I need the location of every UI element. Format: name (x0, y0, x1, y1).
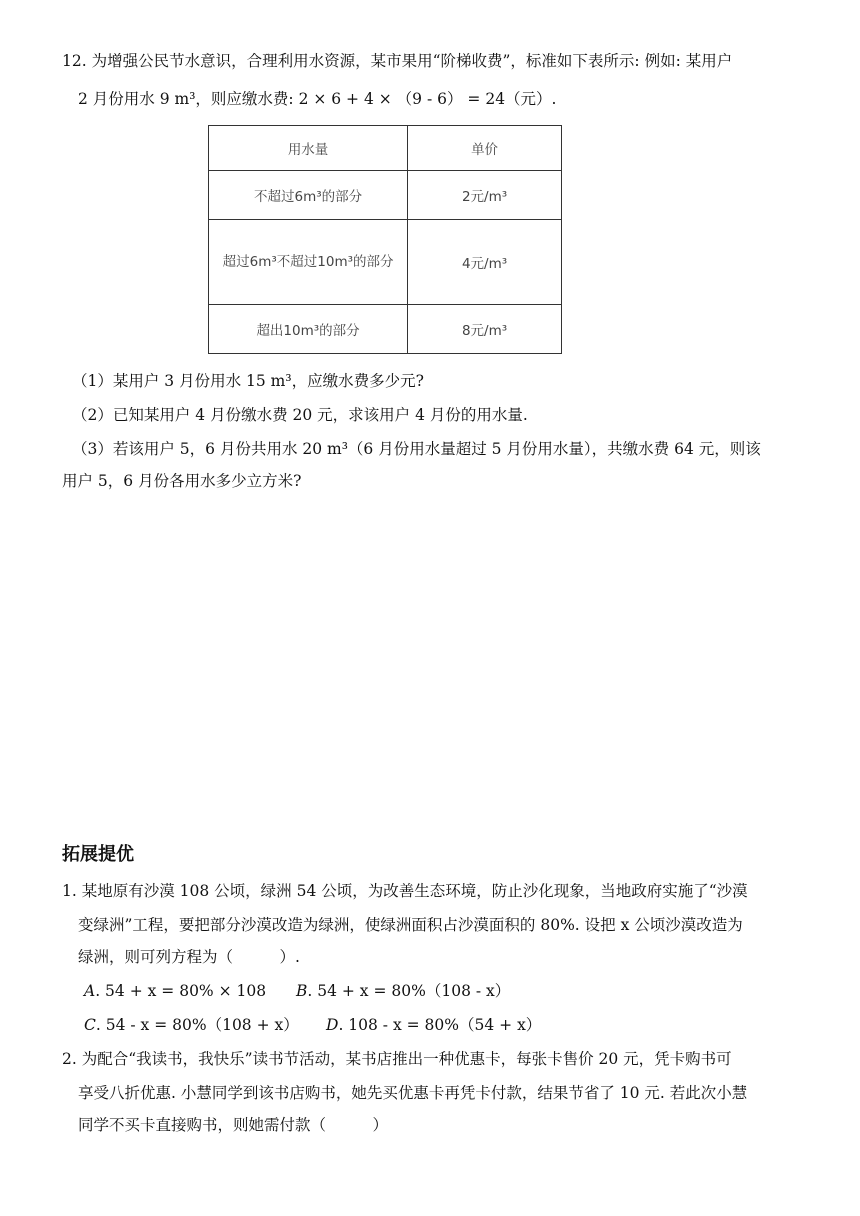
problem-1-line-2: 变绿洲”工程，要把部分沙漠改造为绿洲，使绿洲面积占沙漠面积的 80%. 设把 x 公顷沙漠改造为 (78, 916, 743, 934)
option-d (326, 1014, 541, 1036)
table-cell: 超出10m³的部分 (209, 305, 408, 354)
table-cell: 4元/m³ (408, 220, 562, 305)
option-letter: D (326, 1016, 339, 1034)
q12-line-1: 12. 为增强公民节水意识，合理利用水资源，某市果用“阶梯收费”，标准如下表所示: 例如: 某用户 (62, 52, 733, 70)
option-text: . 108 - x = 80%（54 + x） (338, 1016, 542, 1034)
q12-sub-question-3-line-2: 用户 5，6 月份各用水多少立方米? (62, 472, 302, 490)
table-header-cell: 单价 (408, 126, 562, 171)
option-text: . 54 + x = 80%（108 - x） (307, 982, 511, 1000)
problem-2-line-3: 同学不买卡直接购书，则她需付款（ ） (78, 1116, 389, 1134)
table-cell: 2元/m³ (408, 171, 562, 220)
table-header-row (209, 126, 562, 171)
table-row (209, 220, 562, 305)
option-c (84, 1014, 299, 1036)
option-letter: C (84, 1016, 96, 1034)
option-b (296, 980, 510, 1002)
table-row (209, 171, 562, 220)
table-cell: 超过6m³不超过10m³的部分 (209, 220, 408, 305)
section-title: 拓展提优 (62, 844, 134, 865)
option-letter: A (84, 982, 96, 1000)
option-text: . 54 - x = 80%（108 + x） (95, 1016, 299, 1034)
problem-2-line-1: 2. 为配合“我读书，我快乐”读书节活动，某书店推出一种优惠卡，每张卡售价 20 元，凭卡购书可 (62, 1050, 732, 1068)
q12-sub-question-3-line-1: （3）若该用户 5，6 月份共用水 20 m³（6 月份用水量超过 5 月份用水量），共缴水费 64 元，则该 (72, 440, 761, 458)
q12-sub-question-1: （1）某用户 3 月份用水 15 m³，应缴水费多少元? (72, 372, 424, 390)
problem-1-line-1: 1. 某地原有沙漠 108 公顷，绿洲 54 公顷，为改善生态环境，防止沙化现象，当地政府实施了“沙漠 (62, 882, 748, 900)
option-a (84, 980, 266, 1002)
q12-sub-question-2: （2）已知某用户 4 月份缴水费 20 元，求该用户 4 月份的用水量. (72, 406, 528, 424)
table-row (209, 305, 562, 354)
water-price-table (208, 125, 562, 354)
option-text: . 54 + x = 80% × 108 (95, 982, 267, 1000)
problem-2-line-2: 享受八折优惠. 小慧同学到该书店购书，她先买优惠卡再凭卡付款，结果节省了 10 元. 若此次小慧 (78, 1084, 748, 1102)
q12-line-2: 2 月份用水 9 m³，则应缴水费: 2 × 6 + 4 × （9 - 6） = 24（元）. (78, 90, 557, 108)
table-cell: 8元/m³ (408, 305, 562, 354)
table-cell: 不超过6m³的部分 (209, 171, 408, 220)
problem-1-line-3: 绿洲，则可列方程为（ ）. (78, 948, 300, 966)
option-letter: B (296, 982, 308, 1000)
table-header-cell: 用水量 (209, 126, 408, 171)
